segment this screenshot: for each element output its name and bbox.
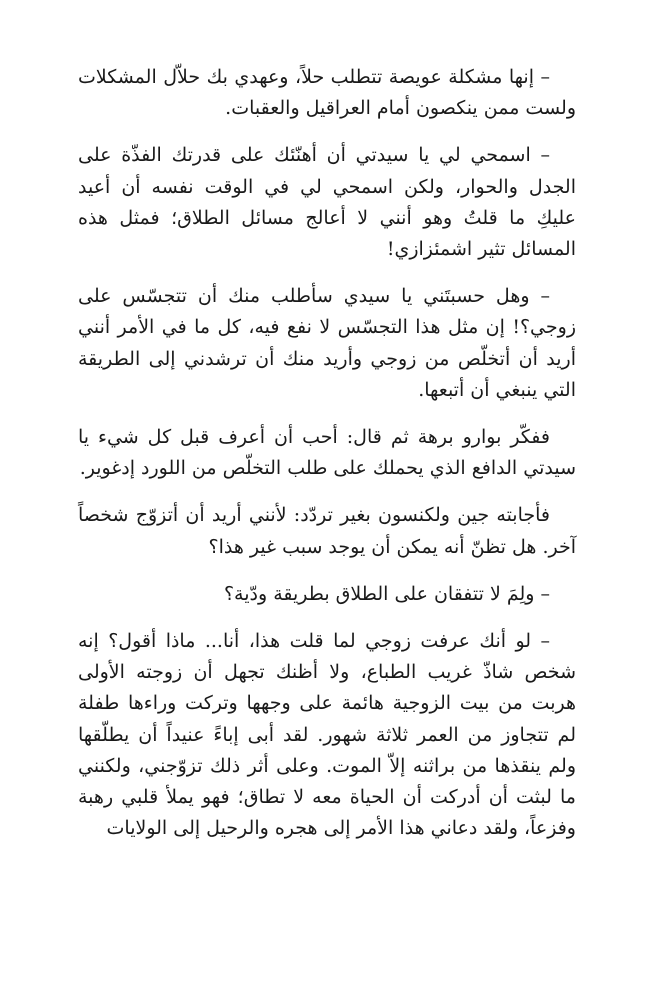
book-page-text (78, 62, 576, 860)
paragraph-1: – إنها مشكلة عويصة تتطلب حلاً، وعهدي بك حلاّل المشكلات ولست ممن ينكصون أمام العراقيل والعقبات. (78, 66, 576, 120)
paragraph-4: ففكّر بوارو برهة ثم قال: أحب أن أعرف قبل كل شيء يا سيدتي الدافع الذي يحملك على طلب التخلّص من اللورد إدغوير. (78, 426, 576, 480)
paragraph-5: فأجابته جين ولكنسون بغير تردّد: لأنني أريد أن أتزوّج شخصاً آخر. هل تظنّ أنه يمكن أن يوجد سبب غير هذا؟ (78, 504, 576, 558)
paragraph-3: – وهل حسبتَني يا سيدي سأطلب منك أن تتجسّس على زوجي؟! إن مثل هذا التجسّس لا نفع فيه، كل ما في الأمر أنني أريد أن أتخلّص من زوجي وأريد منك أن ترشدني إلى الطريقة التي ينبغي أن أتبعها. (78, 285, 576, 401)
paragraph-6: – ولِمَ لا تتفقان على الطلاق بطريقة ودّية؟ (223, 582, 550, 605)
paragraph-7: – لو أنك عرفت زوجي لما قلت هذا، أنا... ماذا أقول؟ إنه شخص شاذّ غريب الطباع، ولا أظنك تجهل أن زوجته الأولى هربت من بيت الزوجية هائمة على وجهها وتركت وراءها طفلة لم تتجاوز من العمر ثلاثة شهور. لقد أبى إباءً عنيداً أن يطلّقها ولم ينقذها من براثنه إلاّ الموت. وعلى أثر ذلك تزوّجني، ولكنني ما لبثت أن أدركت أن الحياة معه لا تطاق؛ فهو يملأ قلبي رهبة وفزعاً، ولقد دعاني هذا الأمر إلى هجره والرحيل إلى الولايات (78, 630, 576, 840)
paragraph-2: – اسمحي لي يا سيدتي أن أهنّئك على قدرتك الفذّة على الجدل والحوار، ولكن اسمحي لي في الوقت نفسه أن أعيد عليكِ ما قلتُ وهو أنني لا أعالج مسائل الطلاق؛ فمثل هذه المسائل تثير اشمئزازي! (78, 144, 576, 261)
